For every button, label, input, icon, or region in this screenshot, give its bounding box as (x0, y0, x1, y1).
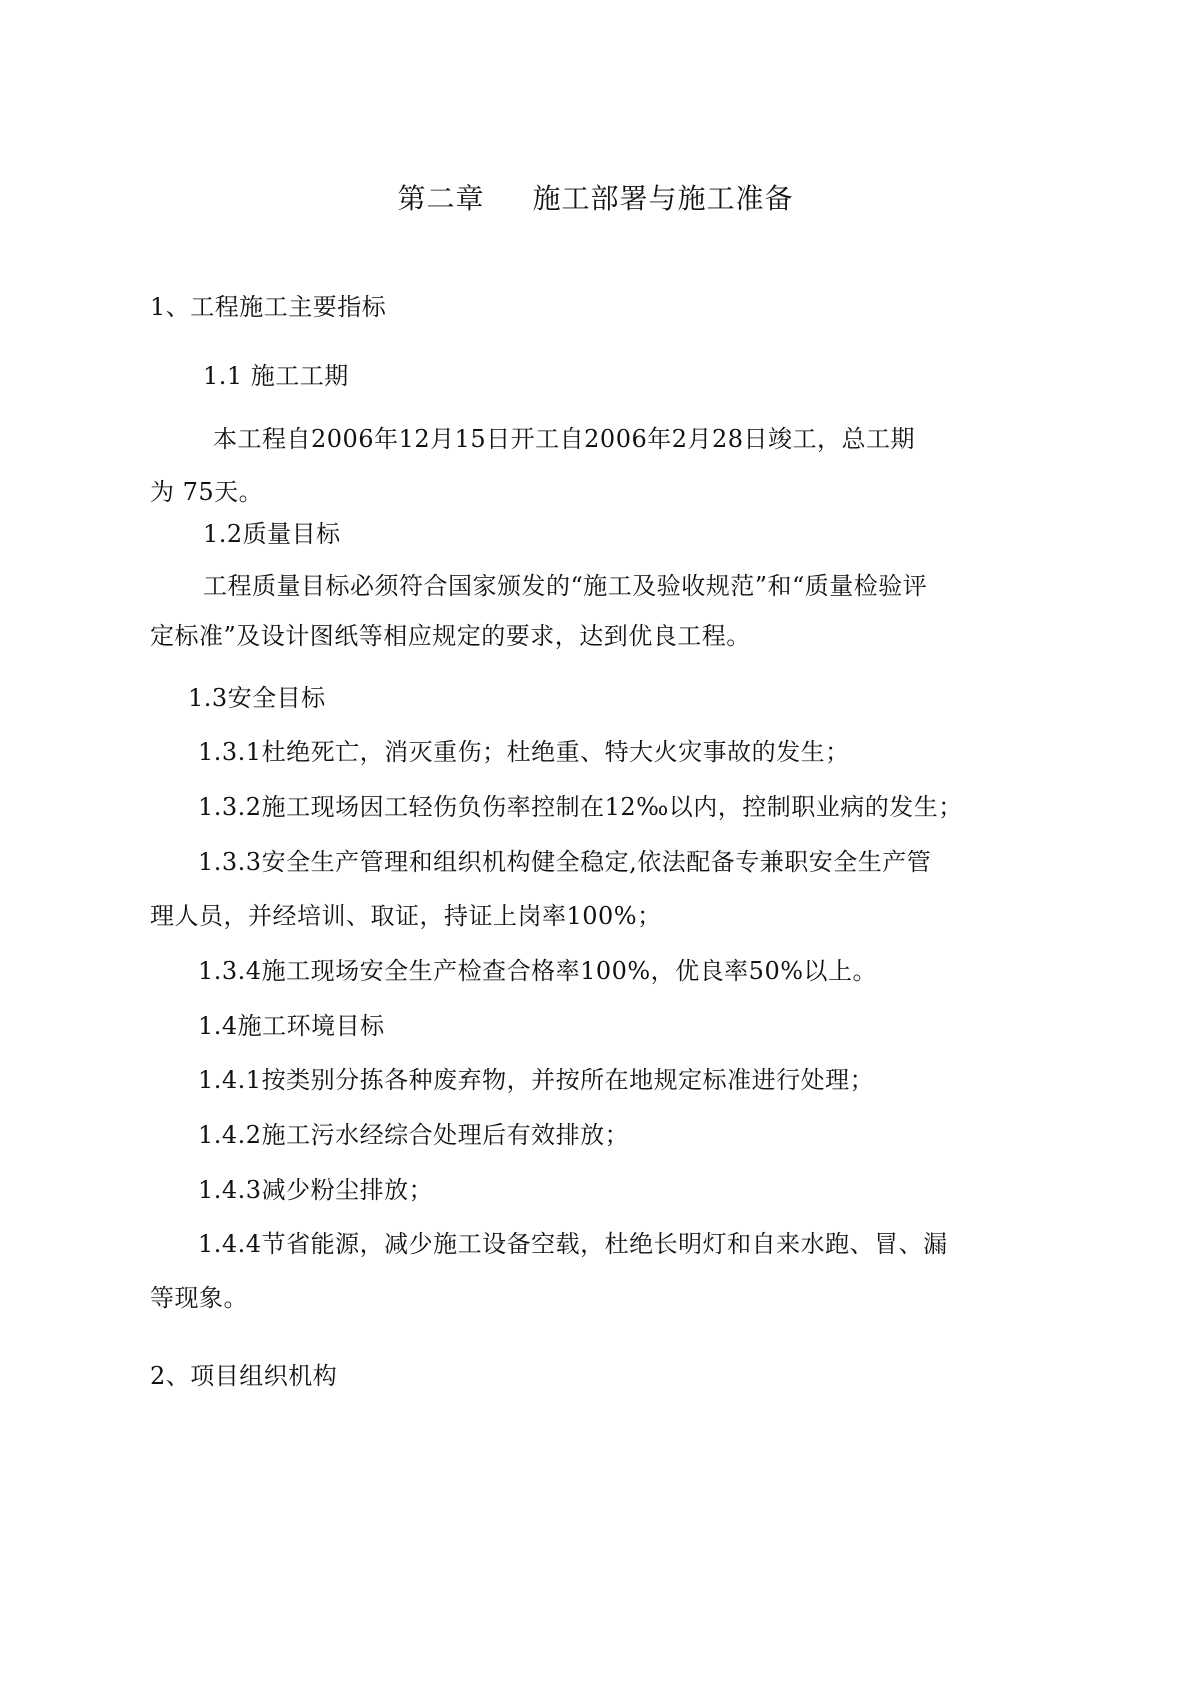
subsection-1-4-heading: 1.4施工环境目标 (198, 1012, 385, 1040)
item-1-4-4-line-2: 等现象。 (150, 1284, 248, 1312)
subsection-1-2-heading: 1.2质量目标 (203, 520, 341, 548)
chapter-name: 施工部署与施工准备 (532, 182, 794, 215)
subsection-1-3-heading: 1.3安全目标 (188, 684, 326, 712)
item-1-4-4-line-1: 1.4.4节省能源，减少施工设备空载，杜绝长明灯和自来水跑、冒、漏 (198, 1230, 948, 1258)
chapter-title (0, 182, 1191, 216)
item-1-4-2: 1.4.2施工污水经综合处理后有效排放； (198, 1121, 630, 1149)
item-1-4-3: 1.4.3减少粉尘排放； (198, 1176, 434, 1204)
item-1-4-1: 1.4.1按类别分拣各种废弃物，并按所在地规定标准进行处理； (198, 1066, 875, 1094)
item-1-3-4: 1.3.4施工现场安全生产检查合格率100%，优良率50%以上。 (198, 957, 878, 985)
item-1-3-3-line-1: 1.3.3安全生产管理和组织机构健全稳定,依法配备专兼职安全生产管 (198, 848, 932, 876)
paragraph-1-2-line-2: 定标准”及设计图纸等相应规定的要求，达到优良工程。 (150, 622, 751, 650)
section-2-heading: 2、项目组织机构 (150, 1362, 338, 1390)
item-1-3-3-line-2: 理人员，并经培训、取证，持证上岗率100%； (150, 902, 662, 930)
item-1-3-1: 1.3.1杜绝死亡，消灭重伤；杜绝重、特大火灾事故的发生； (198, 738, 850, 766)
paragraph-1-1-line-1: 本工程自2006年12月15日开工自2006年2月28日竣工，总工期 (213, 425, 916, 453)
paragraph-1-2-line-1: 工程质量目标必须符合国家颁发的“施工及验收规范”和“质量检验评 (203, 572, 928, 600)
paragraph-1-1-line-2: 为 75天。 (150, 478, 264, 506)
subsection-1-1-heading: 1.1 施工工期 (203, 362, 349, 390)
section-1-heading: 1、工程施工主要指标 (150, 293, 387, 321)
item-1-3-2: 1.3.2施工现场因工轻伤负伤率控制在12‰以内，控制职业病的发生； (198, 793, 963, 821)
chapter-number: 第二章 (397, 182, 485, 215)
